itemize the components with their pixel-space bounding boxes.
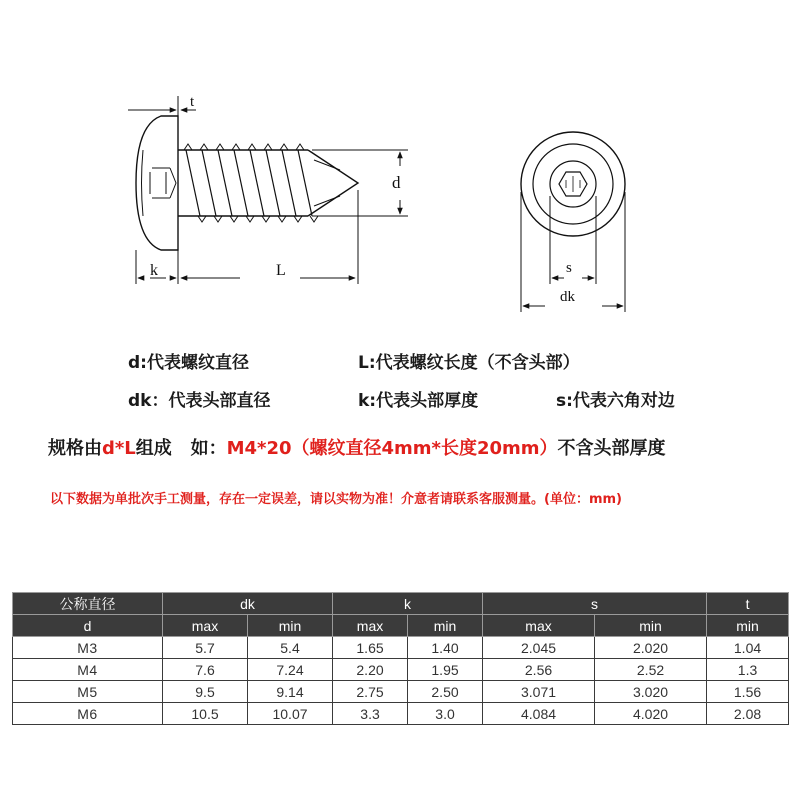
header-s-max: max [483, 615, 595, 637]
header-dk: dk [163, 593, 333, 615]
header-s: s [483, 593, 707, 615]
table-row [13, 681, 789, 703]
cell-k-max: 1.65 [333, 637, 408, 659]
spec-example: M4*20（螺纹直径4mm*长度20mm） [226, 438, 558, 459]
cell-dk-min: 7.24 [248, 659, 333, 681]
cell-k-min: 3.0 [408, 703, 483, 725]
header-dk-max: max [163, 615, 248, 637]
header-nominal-diameter: 公称直径 [13, 593, 163, 615]
legend-L: L:代表螺纹长度（不含头部） [358, 353, 580, 373]
cell-size: M5 [13, 681, 163, 703]
cell-k-max: 2.20 [333, 659, 408, 681]
table-row [13, 703, 789, 725]
cell-dk-max: 7.6 [163, 659, 248, 681]
label-dk: dk [560, 289, 575, 305]
header-s-min: min [595, 615, 707, 637]
cell-t-min: 1.3 [707, 659, 789, 681]
cell-t-min: 1.04 [707, 637, 789, 659]
cell-dk-min: 10.07 [248, 703, 333, 725]
spec-middle: 组成 如： [135, 438, 227, 459]
legend-s: s:代表六角对边 [556, 391, 675, 411]
cell-size: M6 [13, 703, 163, 725]
cell-dk-max: 9.5 [163, 681, 248, 703]
label-k: k [150, 262, 158, 279]
label-t: t [190, 94, 195, 110]
cell-k-min: 1.40 [408, 637, 483, 659]
legend-dk: dk：代表头部直径 [128, 391, 271, 411]
thread-lines [184, 144, 318, 222]
legend-k: k:代表头部厚度 [358, 391, 479, 411]
label-d: d [392, 173, 401, 192]
dimension-table [12, 592, 789, 725]
spec-explanation [48, 434, 666, 460]
table-header-row-1 [13, 593, 789, 615]
cell-s-max: 3.071 [483, 681, 595, 703]
cell-t-min: 2.08 [707, 703, 789, 725]
spec-suffix: 不含头部厚度 [557, 438, 666, 459]
cell-s-min: 3.020 [595, 681, 707, 703]
cell-dk-max: 5.7 [163, 637, 248, 659]
header-dk-min: min [248, 615, 333, 637]
cell-dk-min: 5.4 [248, 637, 333, 659]
cell-k-max: 2.75 [333, 681, 408, 703]
table-row [13, 659, 789, 681]
header-t: t [707, 593, 789, 615]
cell-t-min: 1.56 [707, 681, 789, 703]
cell-s-max: 2.045 [483, 637, 595, 659]
cell-s-min: 2.020 [595, 637, 707, 659]
label-s: s [566, 260, 572, 276]
cell-k-min: 1.95 [408, 659, 483, 681]
cell-s-max: 2.56 [483, 659, 595, 681]
cell-k-min: 2.50 [408, 681, 483, 703]
cell-size: M3 [13, 637, 163, 659]
top-view [521, 132, 625, 236]
label-L: L [276, 262, 286, 279]
header-t-min: min [707, 615, 789, 637]
header-k: k [333, 593, 483, 615]
cell-dk-max: 10.5 [163, 703, 248, 725]
table-header-row-2 [13, 615, 789, 637]
measurement-note: 以下数据为单批次手工测量，存在一定误差，请以实物为准！介意者请联系客服测量。(单位：mm) [50, 492, 622, 507]
cell-size: M4 [13, 659, 163, 681]
cell-s-max: 4.084 [483, 703, 595, 725]
spec-highlight-dl: d*L [102, 438, 136, 459]
spec-prefix: 规格由 [48, 438, 102, 459]
header-k-max: max [333, 615, 408, 637]
dimension-s [550, 196, 596, 284]
screw-technical-drawing [0, 0, 800, 330]
legend-d: d:代表螺纹直径 [128, 353, 249, 373]
header-k-min: min [408, 615, 483, 637]
cell-s-min: 4.020 [595, 703, 707, 725]
header-d: d [13, 615, 163, 637]
side-view [136, 116, 358, 250]
cell-s-min: 2.52 [595, 659, 707, 681]
cell-dk-min: 9.14 [248, 681, 333, 703]
cell-k-max: 3.3 [333, 703, 408, 725]
table-row [13, 637, 789, 659]
